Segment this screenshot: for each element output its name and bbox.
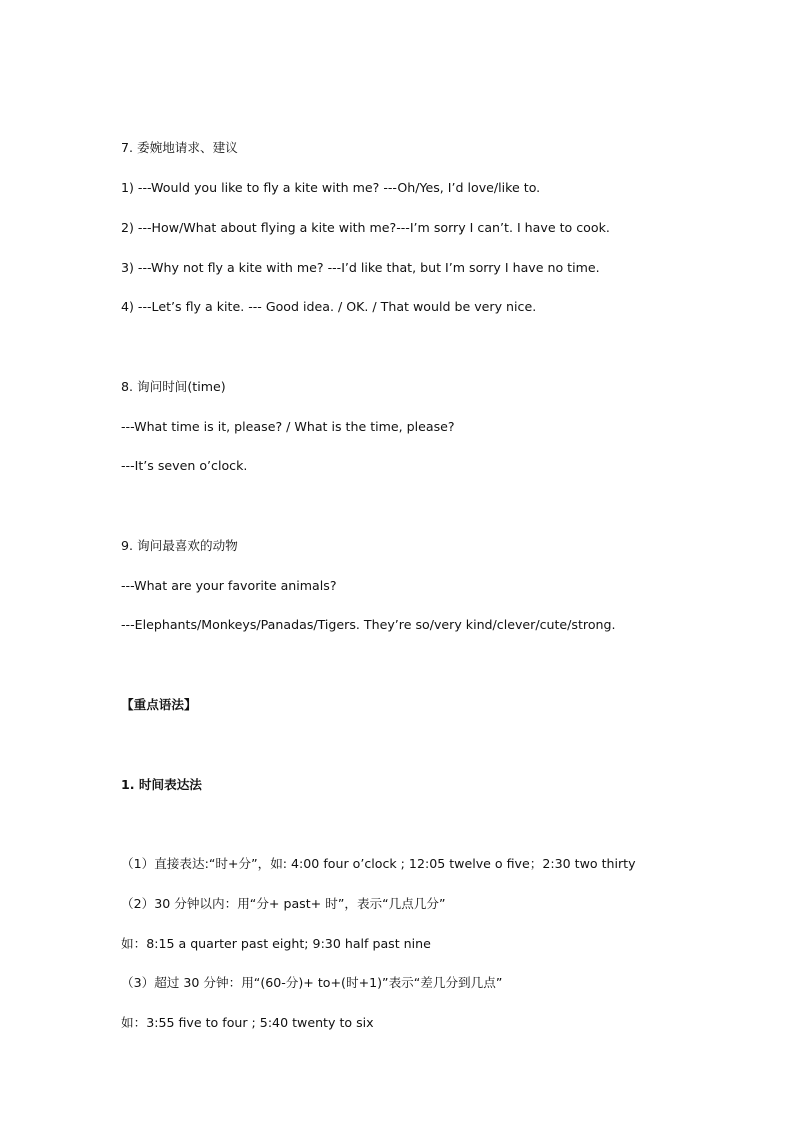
section-8-heading: 8. 询问时间(time): [121, 379, 226, 394]
section-7-item-1: 1) ---Would you like to fly a kite with me? ---Oh/Yes, I’d love/like to.: [121, 180, 541, 195]
section-8-item-1: ---What time is it, please? / What is the time, please?: [121, 419, 455, 434]
section-7-heading: 7. 委婉地请求、建议: [121, 140, 238, 155]
grammar-line-3: 如：8:15 a quarter past eight; 9:30 half past nine: [121, 936, 431, 951]
grammar-line-2: （2）30 分钟以内：用“分+ past+ 时”，表示“几点几分”: [121, 896, 446, 911]
section-9-item-2: ---Elephants/Monkeys/Panadas/Tigers. They’re so/very kind/clever/cute/strong.: [121, 617, 616, 632]
section-9-heading: 9. 询问最喜欢的动物: [121, 538, 238, 553]
section-9-item-1: ---What are your favorite animals?: [121, 578, 337, 593]
grammar-line-5: 如：3:55 five to four ; 5:40 twenty to six: [121, 1015, 374, 1030]
section-7-item-3: 3) ---Why not fly a kite with me? ---I’d like that, but I’m sorry I have no time.: [121, 260, 600, 275]
grammar-line-1: （1）直接表达:“时+分”，如: 4:00 four o’clock ; 12:05 twelve o five；2:30 two thirty: [121, 856, 636, 871]
section-7-item-4: 4) ---Let’s fly a kite. --- Good idea. / OK. / That would be very nice.: [121, 299, 537, 314]
grammar-subtitle: 1. 时间表达法: [121, 777, 202, 792]
section-7-item-2: 2) ---How/What about flying a kite with me?---I’m sorry I can’t. I have to cook.: [121, 220, 610, 235]
section-8-item-2: ---It’s seven o’clock.: [121, 458, 248, 473]
grammar-line-4: （3）超过 30 分钟：用“(60-分)+ to+(时+1)”表示“差几分到几点”: [121, 975, 503, 990]
grammar-title: 【重点语法】: [121, 697, 197, 712]
